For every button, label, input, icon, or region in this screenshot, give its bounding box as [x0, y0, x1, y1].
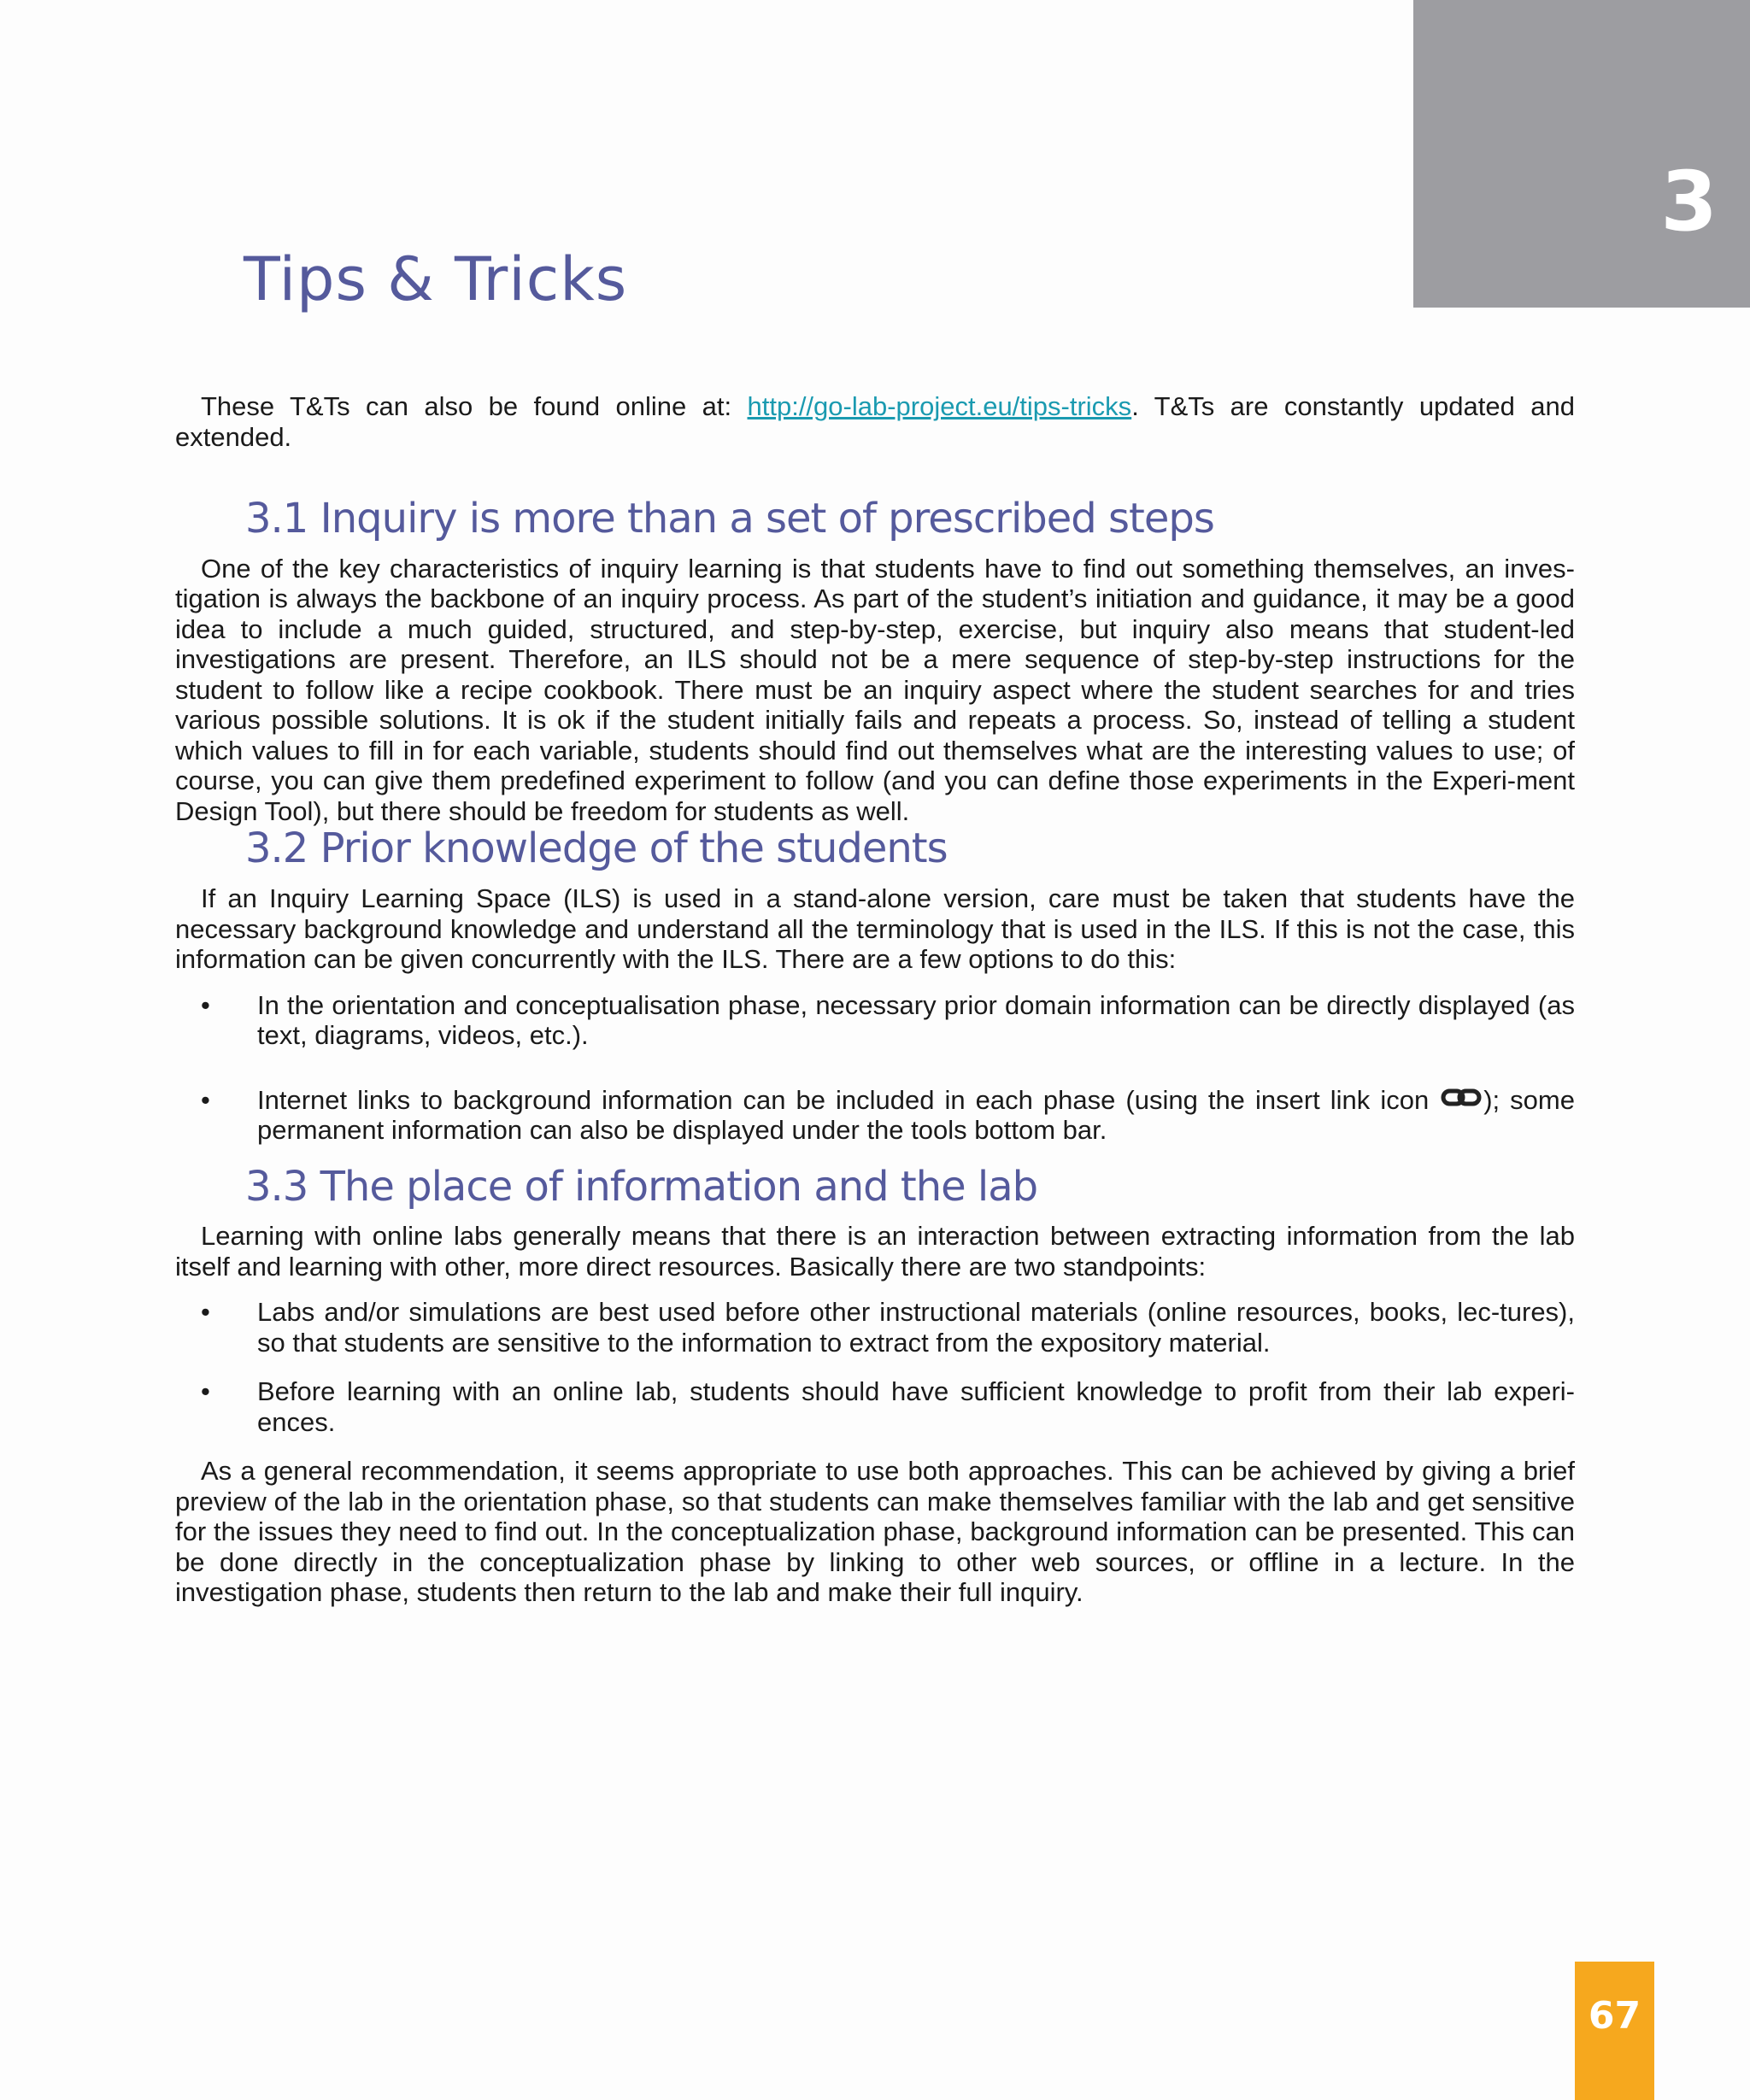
bullet-dot: •: [201, 1376, 210, 1407]
page-number-tab: [1575, 1962, 1654, 2100]
page-title: Tips & Tricks: [244, 244, 628, 314]
list-item: [175, 1297, 1575, 1358]
link-icon: [1441, 1085, 1482, 1111]
bullet-text: Internet links to background information can be included in each phase (using the insert link icon: [257, 1084, 1440, 1115]
section-3-3-bullet-list: [175, 1297, 1575, 1437]
bullet-text: Labs and/or simulations are best used before other instructional materials (online resources, books, lec-tures), so that students are sensitive to the information to extract from the expository material.: [257, 1297, 1575, 1358]
page-content: [175, 391, 1575, 1608]
page-number: 67: [1588, 1994, 1641, 2038]
intro-paragraph: [175, 391, 1575, 452]
list-item: [175, 1376, 1575, 1437]
chapter-tab: [1413, 0, 1750, 308]
section-3-3-closing-paragraph: As a general recommendation, it seems appropriate to use both approaches. This can be achieved by giving a brief preview of the lab in the orientation phase, so that students can make themselves familiar with the lab and get sensitive for the issues they need to find out. In the conceptualization phase, background information can be presented. This can be done directly in the conceptualization phase by linking to other web sources, or offline in a lecture. In the investigation phase, students then return to the lab and make their full inquiry.: [175, 1456, 1575, 1608]
section-heading-3-1: 3.1 Inquiry is more than a set of prescribed steps: [245, 495, 1214, 543]
bullet-text: Before learning with an online lab, students should have sufficient knowledge to profit from their lab experi-ences.: [257, 1376, 1575, 1437]
list-item: [175, 990, 1575, 1051]
list-item: [175, 1085, 1575, 1146]
section-3-2-paragraph: If an Inquiry Learning Space (ILS) is used in a stand-alone version, care must be taken that students have the necessary background knowledge and understand all the terminology that is used in the ILS. If this is not the case, this information can be given concurrently with the ILS. There are a few options to do this:: [175, 883, 1575, 975]
bullet-text: In the orientation and conceptualisation phase, necessary prior domain information can be directly displayed (as text, diagrams, videos, etc.).: [257, 989, 1575, 1051]
bullet-dot: •: [201, 989, 210, 1020]
section-3-2-bullet-list: [175, 990, 1575, 1146]
section-3-3-paragraph: Learning with online labs generally means that there is an interaction between extracting information from the lab itself and learning with other, more direct resources. Basically there are two standpoints:: [175, 1221, 1575, 1282]
bullet-text-end: ); some permanent information can also be displayed under the tools bottom bar.: [257, 1084, 1575, 1146]
intro-text: These T&Ts can also be found online at:: [201, 391, 748, 421]
section-heading-3-2: 3.2 Prior knowledge of the students: [245, 824, 948, 873]
section-heading-3-3: 3.3 The place of information and the lab: [245, 1162, 1038, 1211]
bullet-dot: •: [201, 1084, 210, 1115]
chapter-number: 3: [1660, 154, 1718, 249]
tips-tricks-link[interactable]: http://go-lab-project.eu/tips-tricks: [747, 391, 1132, 421]
section-3-1-paragraph: One of the key characteristics of inquiry learning is that students have to find out something themselves, an inves-tigation is always the backbone of an inquiry process. As part of the student’s initiation and guidance, it may be a good idea to include a much guided, structured, and step-by-step, exercise, but inquiry also means that student-led investigations are present. Therefore, an ILS should not be a mere sequence of step-by-step instructions for the student to follow like a recipe cookbook. There must be an inquiry aspect where the student searches for and tries various possible solutions. It is ok if the student initially fails and repeats a process. So, instead of telling a student which values to fill in for each variable, students should find out themselves what are the interesting values to use; of course, you can give them predefined experiment to follow (and you can define those experiments in the Experi-ment Design Tool), but there should be freedom for students as well.: [175, 553, 1575, 826]
intro-text-end: . T&Ts are constantly updated and extended.: [175, 391, 1575, 452]
bullet-dot: •: [201, 1297, 210, 1328]
